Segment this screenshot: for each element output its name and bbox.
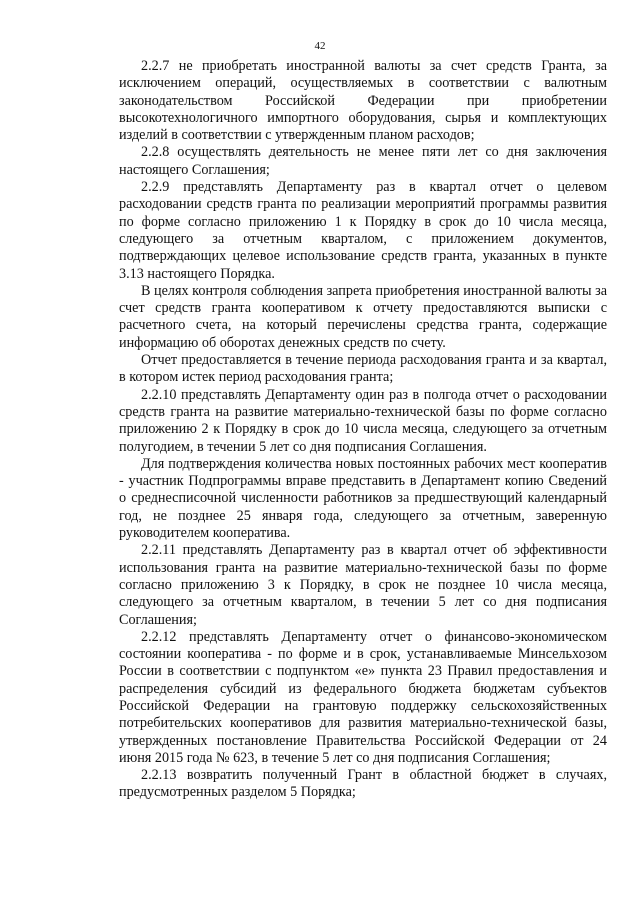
paragraph-2-2-7: 2.2.7 не приобретать иностранной валюты за счет средств Гранта, за исключением операций, осуществляемых в соответствии с валютным законодательством Российской Федерации при приобретении высокотехнологичного импортного оборудования, сырья и комплектующих изделий в соответствии с утвержденным планом расходов;	[119, 58, 607, 144]
paragraph-2-2-8: 2.2.8 осуществлять деятельность не менее пяти лет со дня заключения настоящего Соглашения;	[119, 144, 607, 178]
paragraph-2-2-13: 2.2.13 возвратить полученный Грант в областной бюджет в случаях, предусмотренных разделом 5 Порядка;	[119, 767, 607, 801]
document-body	[119, 58, 607, 802]
paragraph-currency-control: В целях контроля соблюдения запрета приобретения иностранной валюты за счет средств гранта кооперативом к отчету предоставляются выписки с расчетного счета, на который перечислены средства гранта, содержащие информацию об оборотах денежных средств по счету.	[119, 282, 607, 351]
page-number: 42	[314, 40, 326, 52]
paragraph-jobs-confirmation: Для подтверждения количества новых постоянных рабочих мест кооператив - участник Подпрограммы вправе представить в Департамент копию Сведений о среднесписочной численности работников за предшествующий календарный год, не позднее 25 января года, следующего за отчетным, заверенную руководителем кооператива.	[119, 455, 607, 542]
paragraph-2-2-10: 2.2.10 представлять Департаменту один раз в полгода отчет о расходовании средств гранта на развитие материально-технической базы по форме согласно приложению 2 к Порядку в срок до 10 числа месяца, следующего за отчетным полугодием, в течении 5 лет со дня подписания Соглашения.	[119, 386, 607, 455]
paragraph-2-2-11: 2.2.11 представлять Департаменту раз в квартал отчет об эффективности использования гранта на развитие материально-технической базы по форме согласно приложению 3 к Порядку, в срок не позднее 10 числа месяца, следующего за отчетным кварталом, в течении 5 лет со дня подписания Соглашения;	[119, 542, 607, 628]
paragraph-report-period: Отчет предоставляется в течение периода расходования гранта и за квартал, в котором истек период расходования гранта;	[119, 352, 607, 386]
paragraph-2-2-12: 2.2.12 представлять Департаменту отчет о финансово-экономическом состоянии кооператива - по форме и в срок, устанавливаемые Минсельхозом России в соответствии с подпунктом «е» пункта 23 Правил предоставления и распределения субсидий из федерального бюджета бюджетам субъектов Российской Федерации на грантовую поддержку сельскохозяйственных потребительских кооперативов для развития материально-технической базы, утвержденных постановление Правительства Российской Федерации от 24 июня 2015 года № 623, в течение 5 лет со дня подписания Соглашения;	[119, 628, 607, 766]
paragraph-2-2-9: 2.2.9 представлять Департаменту раз в квартал отчет о целевом расходовании средств гранта по реализации мероприятий программы развития по форме согласно приложению 1 к Порядку в срок до 10 числа месяца, следующего за отчетным кварталом, с приложением документов, подтверждающих целевое использование средств гранта, указанных в пункте 3.13 настоящего Порядка.	[119, 179, 607, 282]
